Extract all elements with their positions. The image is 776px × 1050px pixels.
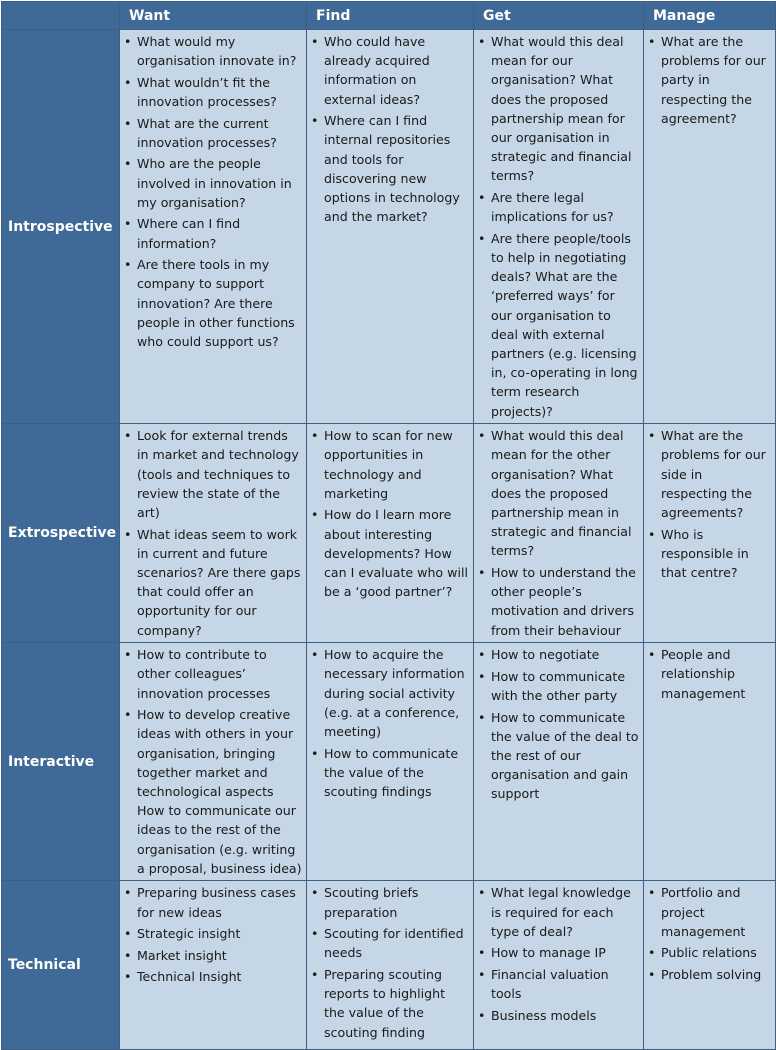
list-item: How to communicate our ideas to the rest of the organisation (e.g. writing a proposal, business idea): [137, 803, 302, 876]
bullet-list: [644, 32, 775, 128]
table-row-technical: [2, 881, 776, 1050]
list-item: • Problem solving: [661, 965, 771, 984]
bullet-list: [474, 645, 643, 803]
cell-technical-want: [120, 881, 307, 1050]
list-item: • How to communicate the value of the scouting findings: [324, 744, 469, 802]
table-row-extrospective: [2, 424, 776, 643]
cell-interactive-want: [120, 643, 307, 881]
list-item: • Financial valuation tools: [491, 965, 639, 1003]
bullet-list: [307, 32, 473, 226]
bullet-list: [307, 883, 473, 1041]
row-header-extrospective: Extrospective: [2, 424, 120, 643]
list-item: • Where can I find information?: [137, 214, 302, 252]
cell-introspective-manage: [644, 30, 776, 424]
list-item: • Technical Insight: [137, 967, 302, 986]
list-item: • What would this deal mean for the other organisation? What does the proposed partnership mean in strategic and financial terms?: [491, 426, 639, 560]
row-header-technical: Technical: [2, 881, 120, 1050]
list-item: • People and relationship management: [661, 645, 771, 703]
list-item: • Scouting briefs preparation: [324, 883, 469, 921]
list-item: • How to scan for new opportunities in technology and marketing: [324, 426, 469, 503]
list-item: • Are there tools in my company to support innovation? Are there people in other functions who could support us?: [137, 255, 302, 351]
cell-introspective-want: [120, 30, 307, 424]
list-item: • Are there legal implications for us?: [491, 188, 639, 226]
list-item: • Look for external trends in market and technology (tools and techniques to review the state of the art): [137, 426, 302, 522]
list-item: • Who are the people involved in innovation in my organisation?: [137, 154, 302, 212]
cell-technical-get: [474, 881, 644, 1050]
list-item: • How to communicate with the other party: [491, 667, 639, 705]
cell-extrospective-manage: [644, 424, 776, 643]
bullet-list: [474, 426, 643, 640]
list-item: • What are the current innovation processes?: [137, 114, 302, 152]
list-item: • How to develop creative ideas with others in your organisation, bringing together market and technological aspects: [137, 705, 302, 801]
list-item: • Preparing business cases for new ideas: [137, 883, 302, 921]
cell-interactive-find: [307, 643, 474, 881]
list-item: • What would this deal mean for our organisation? What does the proposed partnership mean for our organisation in strategic and financial terms?: [491, 32, 639, 186]
cell-interactive-get: [474, 643, 644, 881]
list-item: • Portfolio and project management: [661, 883, 771, 941]
table-row-interactive: [2, 643, 776, 881]
list-item: • Who is responsible in that centre?: [661, 525, 771, 583]
list-item: • What wouldn’t fit the innovation processes?: [137, 73, 302, 111]
cell-introspective-find: [307, 30, 474, 424]
column-header-get: Get: [474, 2, 644, 30]
bullet-list: [307, 426, 473, 601]
table-row-introspective: [2, 30, 776, 424]
list-item: • What legal knowledge is required for each type of deal?: [491, 883, 639, 941]
cell-interactive-manage: [644, 643, 776, 881]
bullet-list: [120, 32, 306, 351]
list-item: • Strategic insight: [137, 924, 302, 943]
cell-introspective-get: [474, 30, 644, 424]
list-item: • Are there people/tools to help in negotiating deals? What are the ‘preferred ways’ for our organisation to deal with external partners (e.g. licensing in, co-operating in long term research projects)?: [491, 229, 639, 421]
cell-extrospective-want: [120, 424, 307, 643]
bullet-list: [474, 883, 643, 1025]
list-item: • Scouting for identified needs: [324, 924, 469, 962]
cell-technical-manage: [644, 881, 776, 1050]
column-header-want: Want: [120, 2, 307, 30]
list-item: • Where can I find internal repositories and tools for discovering new options in technology and the market?: [324, 111, 469, 226]
bullet-list: [120, 883, 306, 986]
list-item: • How do I learn more about interesting developments? How can I evaluate who will be a ‘good partner’?: [324, 505, 469, 601]
list-item: • What are the problems for our party in respecting the agreement?: [661, 32, 771, 128]
list-item: • What ideas seem to work in current and future scenarios? Are there gaps that could offer an opportunity for our company?: [137, 525, 302, 640]
cell-extrospective-find: [307, 424, 474, 643]
list-item: • How to understand the other people’s motivation and drivers from their behaviour: [491, 563, 639, 640]
bullet-list: [474, 32, 643, 421]
header-row: [2, 2, 776, 30]
bullet-list: [307, 645, 473, 801]
bullet-list: [644, 645, 775, 703]
list-item: • Market insight: [137, 946, 302, 965]
cell-extrospective-get: [474, 424, 644, 643]
list-item: • What would my organisation innovate in?: [137, 32, 302, 70]
row-header-introspective: Introspective: [2, 30, 120, 424]
corner-cell: [2, 2, 120, 30]
list-item: • Who could have already acquired information on external ideas?: [324, 32, 469, 109]
list-item: • How to acquire the necessary information during social activity (e.g. at a conference, meeting): [324, 645, 469, 741]
list-item: • How to communicate the value of the deal to the rest of our organisation and gain support: [491, 708, 639, 804]
column-header-find: Find: [307, 2, 474, 30]
list-item: • Preparing scouting reports to highlight the value of the scouting finding: [324, 965, 469, 1042]
bullet-list: [644, 883, 775, 984]
list-item: • Business models: [491, 1006, 639, 1025]
row-header-interactive: Interactive: [2, 643, 120, 881]
bullet-list: [120, 426, 306, 640]
list-item: • How to contribute to other colleagues’ innovation processes: [137, 645, 302, 703]
bullet-list: [120, 645, 306, 878]
column-header-manage: Manage: [644, 2, 776, 30]
list-item: • How to negotiate: [491, 645, 639, 664]
competency-matrix-table: [1, 1, 776, 1050]
cell-technical-find: [307, 881, 474, 1050]
bullet-list: [644, 426, 775, 582]
list-item: • Public relations: [661, 943, 771, 962]
list-item: • How to manage IP: [491, 943, 639, 962]
list-item: • What are the problems for our side in respecting the agreements?: [661, 426, 771, 522]
